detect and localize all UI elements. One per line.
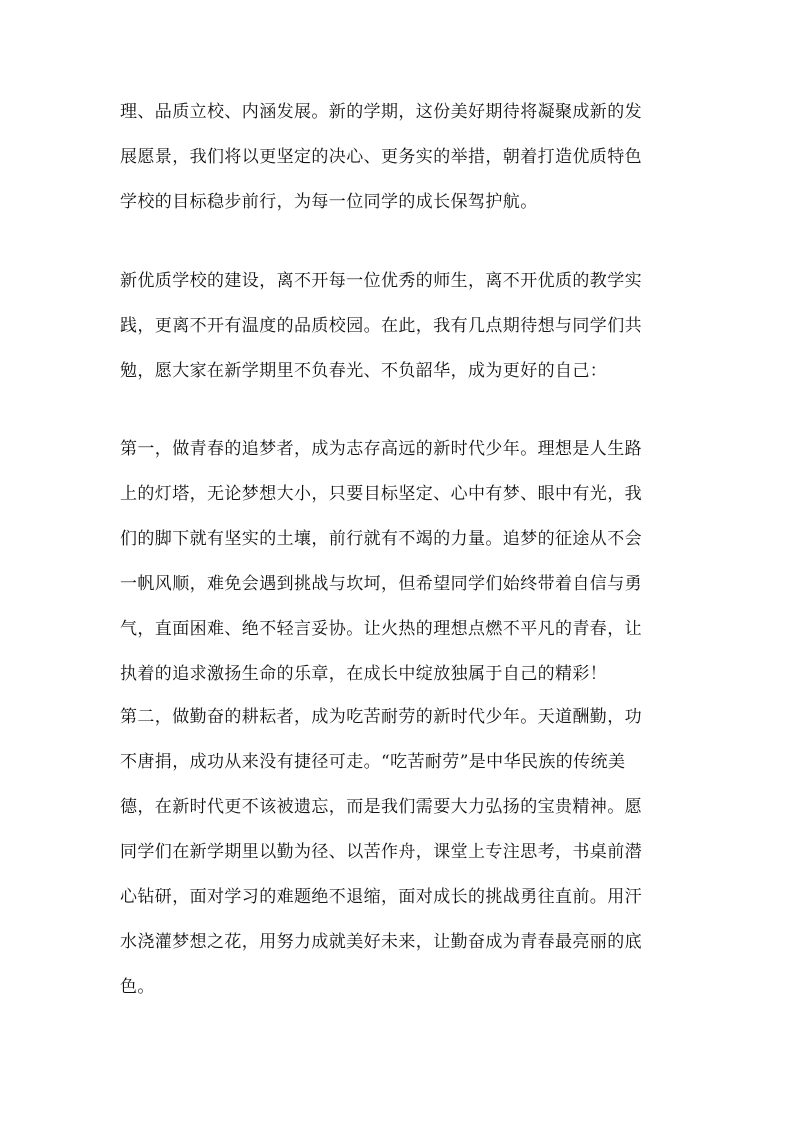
text-line: 第一，做青春的追梦者，成为志存高远的新时代少年。理想是人生路: [120, 439, 642, 459]
text-line: 同学们在新学期里以勤为径、以苦作舟，课堂上专注思考，书桌前潜: [120, 842, 642, 862]
text-line: 不唐捐，成功从来没有捷径可走。“吃苦耐劳”是中华民族的传统美: [120, 752, 626, 772]
text-line: 新优质学校的建设，离不开每一位优秀的师生，离不开优质的教学实: [120, 271, 642, 291]
text-line: 心钻研，面对学习的难题绝不退缩，面对成长的挑战勇往直前。用汗: [120, 887, 642, 907]
text-line: 色。: [120, 977, 155, 997]
paragraph-second-hard-worker: [120, 695, 680, 1010]
text-line: 勉，愿大家在新学期里不负春光、不负韶华，成为更好的自己：: [120, 361, 608, 381]
text-line: 气，直面困难、绝不轻言妥协。让火热的理想点燃不平凡的青春，让: [120, 619, 642, 639]
paragraph-first-dream-chaser: [120, 427, 680, 697]
text-line: 践，更离不开有温度的品质校园。在此，我有几点期待想与同学们共: [120, 316, 642, 336]
text-line: 水浇灌梦想之花，用努力成就美好未来，让勤奋成为青春最亮丽的底: [120, 932, 642, 952]
text-line: 德，在新时代更不该被遗忘，而是我们需要大力弘扬的宝贵精神。愿: [120, 797, 642, 817]
text-line: 执着的追求激扬生命的乐章，在成长中绽放独属于自己的精彩！: [120, 664, 608, 684]
text-line: 们的脚下就有坚实的土壤，前行就有不竭的力量。追梦的征途从不会: [120, 529, 642, 549]
text-line: 第二，做勤奋的耕耘者，成为吃苦耐劳的新时代少年。天道酬勤，功: [120, 707, 642, 727]
text-line: 一帆风顺，难免会遇到挑战与坎坷，但希望同学们始终带着自信与勇: [120, 574, 642, 594]
text-line: 学校的目标稳步前行，为每一位同学的成长保驾护航。: [120, 192, 538, 212]
paragraph-expectations-intro: [120, 259, 680, 394]
text-line: 上的灯塔，无论梦想大小，只要目标坚定、心中有梦、眼中有光，我: [120, 484, 642, 504]
paragraph-school-vision: [120, 90, 680, 225]
text-line: 展愿景，我们将以更坚定的决心、更务实的举措，朝着打造优质特色: [120, 147, 642, 167]
text-line: 理、品质立校、内涵发展。新的学期，这份美好期待将凝聚成新的发: [120, 102, 642, 122]
